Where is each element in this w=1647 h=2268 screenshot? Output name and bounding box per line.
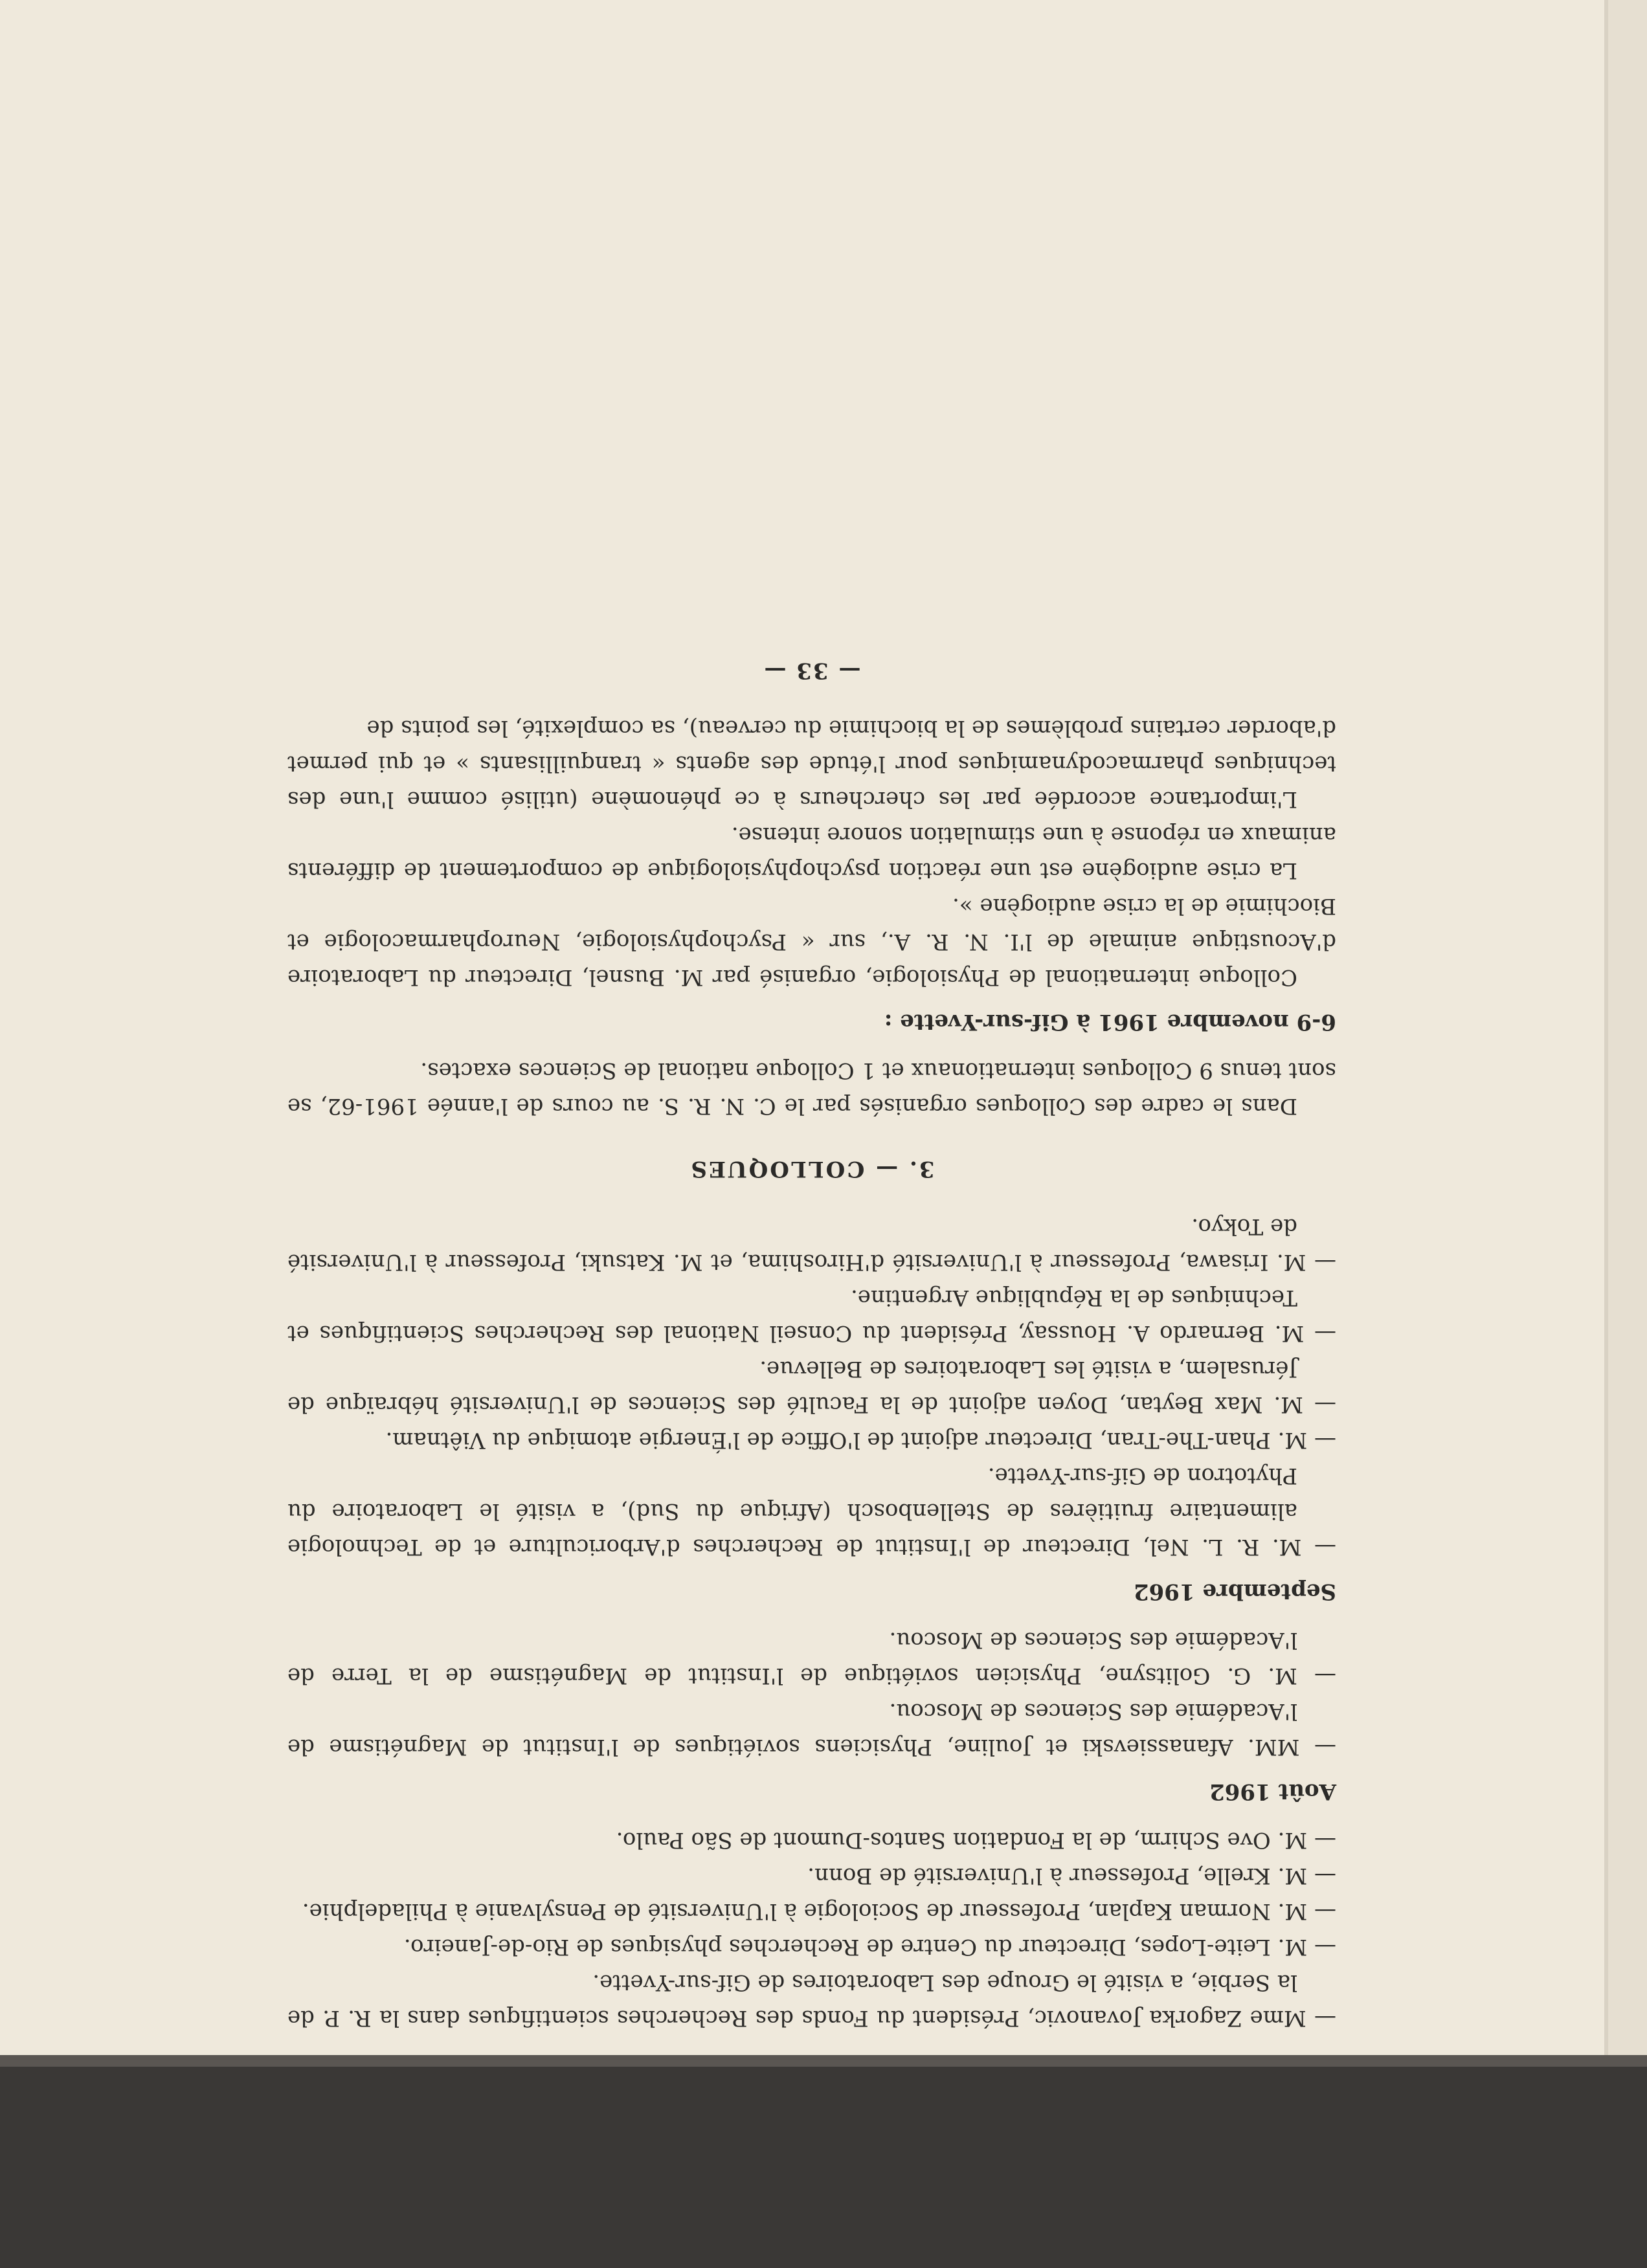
visitor-item: — M. Phan-The-Tran, Directeur adjoint de l'Office de l'Énergie atomique du Viêtnam. [385, 1427, 1336, 1453]
section-title: 3. — COLLOQUES [689, 1156, 935, 1182]
colloque-paragraph: L'importance accordée par les chercheurs à ce phénomène (utilisé comme l'une des techniques pharmacodynamiques pour l'étude des agents « tranquillisants » et qui permet d'aborder certains problèmes de la biochimie du cerveau), sa complexité, les points de [287, 715, 1336, 812]
page-margin-strip [1608, 0, 1647, 2055]
page-number: — 33 — [763, 658, 861, 684]
visitor-item: — M. Leite-Lopes, Directeur du Centre de Recherches physiques de Rio-de-Janeiro. [403, 1934, 1336, 1960]
page-content [287, 639, 1336, 2036]
visitor-item: — M. G. Golitsyne, Physicien soviétique de l'Institut de Magnétisme de la Terre de l'Académie des Sciences de Moscou. [287, 1627, 1336, 1689]
visitor-item: — M. R. L. Nel, Directeur de l'Institut de Recherches d'Arboriculture et de Technologie alimentaire fruitières de Stellenbosch (Afrique du Sud), a visité le Laboratoire du Phytotron de Gif-sur-Yvette. [287, 1463, 1336, 1560]
visitor-item: — MM. Afanassievski et Jouline, Physiciens soviétiques de l'Institut de Magnétisme de l'Académie des Sciences de Moscou. [287, 1698, 1336, 1760]
scan-shadow [0, 2055, 1647, 2067]
colloque-paragraph: La crise audiogène est une réaction psychophysiologique de comportement de différents animaux en réponse à une stimulation sonore intense. [287, 822, 1336, 884]
colloque-heading: 6-9 novembre 1961 à Gif-sur-Yvette : [884, 1009, 1336, 1035]
intro-paragraph: Dans le cadre des Colloques organisés par le C. N. R. S. au cours de l'année 1961-62, se sont tenus 9 Colloques internationaux et 1 Colloque national de Sciences exactes. [287, 1058, 1336, 1119]
visitor-item: — M. Krelle, Professeur à l'Université de Bonn. [807, 1863, 1336, 1889]
month-heading-aout: Août 1962 [1209, 1779, 1336, 1805]
month-heading-septembre: Septembre 1962 [1133, 1579, 1336, 1605]
visitor-item: — M. Max Beytan, Doyen adjoint de la Faculté des Sciences de l'Université hébraïque de Jérusalem, a visité les Laboratoires de Bellevue. [287, 1356, 1336, 1418]
visitor-item: — M. Norman Kaplan, Professeur de Sociologie à l'Université de Pensylvanie à Philadelphie. [302, 1898, 1336, 1924]
visitor-item: — M. Ove Schirm, de la Fondation Santos-Dumont de São Paulo. [616, 1827, 1336, 1853]
visitor-item: — Mme Zagorka Jovanovic, Président du Fonds des Recherches scientifiques dans la R. P. de la Serbie, a visité le Groupe des Laboratoires de Gif-sur-Yvette. [287, 1970, 1336, 2031]
visitor-item: — M. Irisawa, Professeur à l'Université d'Hiroshima, et M. Katsuki, Professeur à l'Université de Tokyo. [287, 1214, 1336, 1275]
colloque-paragraph: Colloque international de Physiologie, organisé par M. Busnel, Directeur du Laboratoire d'Acoustique animale de l'I. N. R. A., sur « Psychophysiologie, Neuropharmacologie et Biochimie de la crise audiogène ». [287, 893, 1336, 990]
visitor-item: — M. Bernardo A. Houssay, Président du Conseil National des Recherches Scientifiques et Techniques de la République Argentine. [287, 1285, 1336, 1346]
